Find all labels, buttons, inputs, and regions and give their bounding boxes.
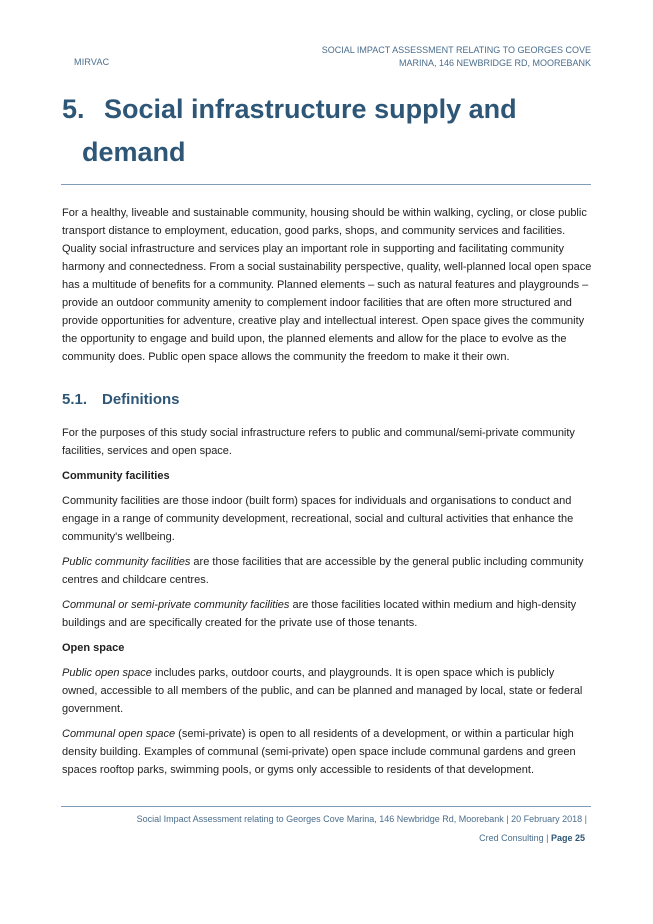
chapter-number: 5. (62, 94, 85, 124)
public-open-space-paragraph (62, 664, 592, 718)
public-open-space-text: includes parks, outdoor courts, and playgrounds. It is open space which is publicly owned, accessible to all members of the public, and can be planned and managed by local, state or federal government. (62, 667, 583, 715)
header-doc-title-line2: MARINA, 146 NEWBRIDGE RD, MOOREBANK (398, 58, 591, 68)
chapter-heading (62, 88, 532, 174)
communal-open-space-text: (semi-private) is open to all residents of a development, or within a particular high density building. Examples of communal (semi-private) open space include communal gardens and green spaces rooftop parks, swimming pools, or gyms only accessible to residents of that development. (62, 728, 576, 776)
section-number: 5.1. (62, 391, 88, 408)
public-community-term: Public community facilities (62, 556, 191, 568)
communal-open-space-paragraph (62, 725, 592, 779)
section-title: Definitions (102, 391, 180, 408)
chapter-title: Social infrastructure supply and demand (82, 94, 517, 167)
public-open-space-term: Public open space (62, 667, 152, 679)
communal-open-space-term: Communal open space (62, 728, 176, 740)
footer-org: Cred Consulting | (479, 833, 551, 843)
section-heading (62, 391, 180, 408)
definitions-intro: For the purposes of this study social infrastructure refers to public and communal/semi-private community facilities, services and open space. (62, 427, 575, 457)
footer-doc-line: Social Impact Assessment relating to Georges Cove Marina, 146 Newbridge Rd, Moorebank | 20 February 2018 | (136, 814, 587, 824)
communal-community-term: Communal or semi-private community facilities (62, 599, 290, 611)
communal-community-paragraph (62, 596, 592, 632)
header-company: MIRVAC (74, 57, 110, 67)
footer-divider (61, 806, 591, 807)
definitions-block (62, 424, 592, 786)
intro-paragraph: For a healthy, liveable and sustainable community, housing should be within walking, cycling, or close public transport distance to employment, education, good parks, shops, and community services and facilities. Quality social infrastructure and services play an important role in supporting and facilitating community harmony and connectedness. From a social sustainability perspective, quality, well-planned local open space has a multitude of benefits for a community. Planned elements – such as natural features and playgrounds – provide an outdoor community amenity to complement indoor facilities that are often more structured and provide opportunities for adventure, creative play and intellectual interest. Open space gives the community the opportunity to engage and build upon, the planned elements and allow for the place to evolve as the community does. Public open space allows the community the freedom to make it their own. (62, 207, 592, 363)
community-facilities-heading: Community facilities (62, 470, 170, 482)
page-number: Page 25 (550, 833, 585, 843)
open-space-heading: Open space (62, 642, 125, 654)
community-facilities-paragraph: Community facilities are those indoor (built form) spaces for individuals and organisations to conduct and engage in a range of community development, recreational, social and cultural activities that enhance the community's wellbeing. (62, 495, 574, 543)
public-community-paragraph (62, 553, 592, 589)
public-community-text: are those facilities that are accessible by the general public including community centres and childcare centres. (62, 556, 584, 586)
communal-community-text: are those facilities located within medium and high-density buildings and are specifically created for the private use of those tenants. (62, 599, 577, 629)
intro-block (62, 204, 592, 373)
footer-page-line (479, 833, 585, 843)
header-doc-title-line1: SOCIAL IMPACT ASSESSMENT RELATING TO GEORGES COVE (321, 45, 591, 55)
header-doc-title (322, 44, 591, 70)
heading-divider (61, 184, 591, 185)
